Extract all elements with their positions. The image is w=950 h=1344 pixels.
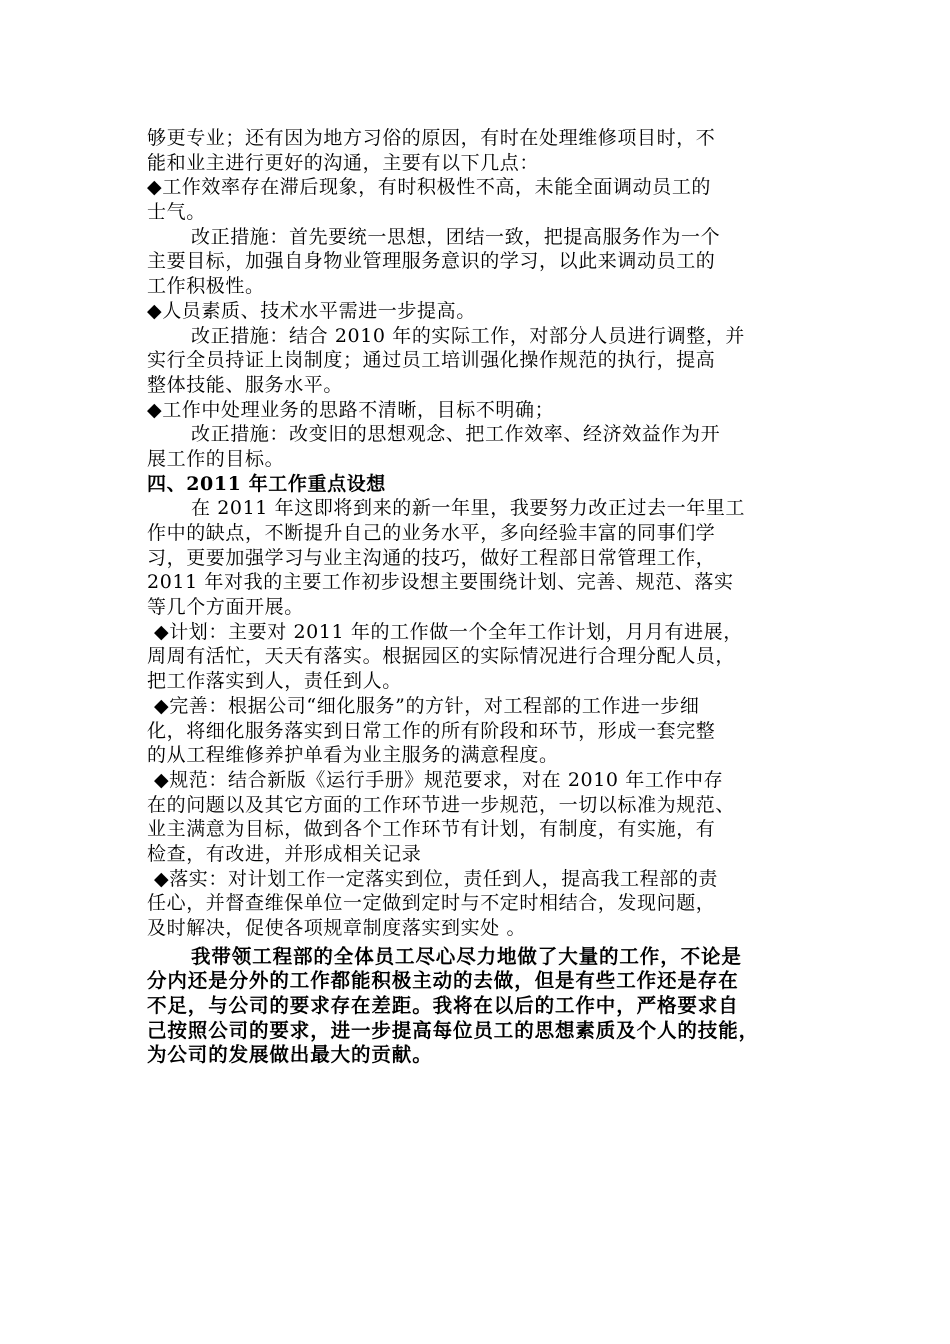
text-line: 任心，并督查维保单位一定做到定时与不定时相结合，发现问题，	[147, 892, 716, 915]
text-line: 主要目标，加强自身物业管理服务意识的学习，以此来调动员工的	[147, 250, 716, 273]
text-line: 为公司的发展做出最大的贡献。	[147, 1043, 433, 1067]
section-heading: 四、2011 年工作重点设想	[147, 472, 386, 495]
text-line: 实行全员持证上岗制度；通过员工培训强化操作规范的执行，提高	[147, 349, 716, 372]
text-line: ◆落实：对计划工作一定落实到位，责任到人，提高我工程部的责	[154, 867, 719, 890]
text-line: 改正措施：首先要统一思想，团结一致，把提高服务作为一个	[191, 225, 721, 248]
body-text	[147, 126, 837, 941]
text-line: 分内还是分外的工作都能积极主动的去做，但是有些工作还是存在	[147, 969, 739, 993]
text-line: 的从工程维修养护单看为业主服务的满意程度。	[147, 744, 559, 767]
text-line: ◆工作中处理业务的思路不清晰，目标不明确；	[147, 398, 555, 421]
text-line: ◆计划：主要对 2011 年的工作做一个全年工作计划，月月有进展，	[154, 620, 743, 643]
text-line: 习，更要加强学习与业主沟通的技巧，做好工程部日常管理工作，	[147, 546, 716, 569]
text-line: 改正措施：结合 2010 年的实际工作，对部分人员进行调整，并	[191, 324, 746, 347]
text-line: 工作积极性。	[147, 275, 265, 298]
text-line: 够更专业；还有因为地方习俗的原因，有时在处理维修项目时，不	[147, 127, 716, 149]
text-line: 把工作落实到人，责任到人。	[147, 670, 402, 693]
text-line: 化，将细化服务落实到日常工作的所有阶段和环节，形成一套完整	[147, 719, 716, 742]
text-line: 我带领工程部的全体员工尽心尽力地做了大量的工作，不论是	[191, 944, 742, 968]
document-body	[147, 126, 837, 1068]
text-line: 不足，与公司的要求存在差距。我将在以后的工作中，严格要求自	[147, 994, 739, 1018]
text-line: 在 2011 年这即将到来的新一年里，我要努力改正过去一年里工	[191, 497, 746, 520]
text-line: 士气。	[147, 201, 206, 224]
text-line: 改正措施：改变旧的思想观念、把工作效率、经济效益作为开	[191, 423, 721, 446]
text-line: ◆完善：根据公司“细化服务”的方针，对工程部的工作进一步细	[154, 694, 700, 717]
text-line: 检查，有改进，并形成相关记录	[147, 842, 422, 865]
text-line: 作中的缺点，不断提升自己的业务水平，多向经验丰富的同事们学	[147, 522, 716, 544]
text-line: ◆工作效率存在滞后现象，有时积极性不高，未能全面调动员工的	[147, 176, 712, 199]
closing-paragraph	[147, 945, 837, 1068]
text-line: 业主满意为目标，做到各个工作环节有计划，有制度，有实施，有	[147, 818, 716, 841]
text-line: 己按照公司的要求，进一步提高每位员工的思想素质及个人的技能，	[147, 1018, 760, 1042]
text-line: 整体技能、服务水平。	[147, 373, 344, 396]
text-line: 及时解决，促使各项规章制度落实到实处 。	[147, 917, 527, 939]
text-line: ◆规范：结合新版《运行手册》规范要求，对在 2010 年工作中存	[154, 768, 724, 791]
text-line: 2011 年对我的主要工作初步设想主要围绕计划、完善、规范、落实	[147, 571, 734, 594]
text-line: ◆人员素质、技术水平需进一步提高。	[147, 299, 476, 322]
text-line: 周周有活忙，天天有落实。根据园区的实际情况进行合理分配人员，	[147, 645, 736, 668]
text-line: 能和业主进行更好的沟通，主要有以下几点：	[147, 151, 540, 174]
text-line: 在的问题以及其它方面的工作环节进一步规范，一切以标准为规范、	[147, 793, 736, 816]
text-line: 等几个方面开展。	[147, 596, 304, 619]
text-line: 展工作的目标。	[147, 447, 285, 470]
